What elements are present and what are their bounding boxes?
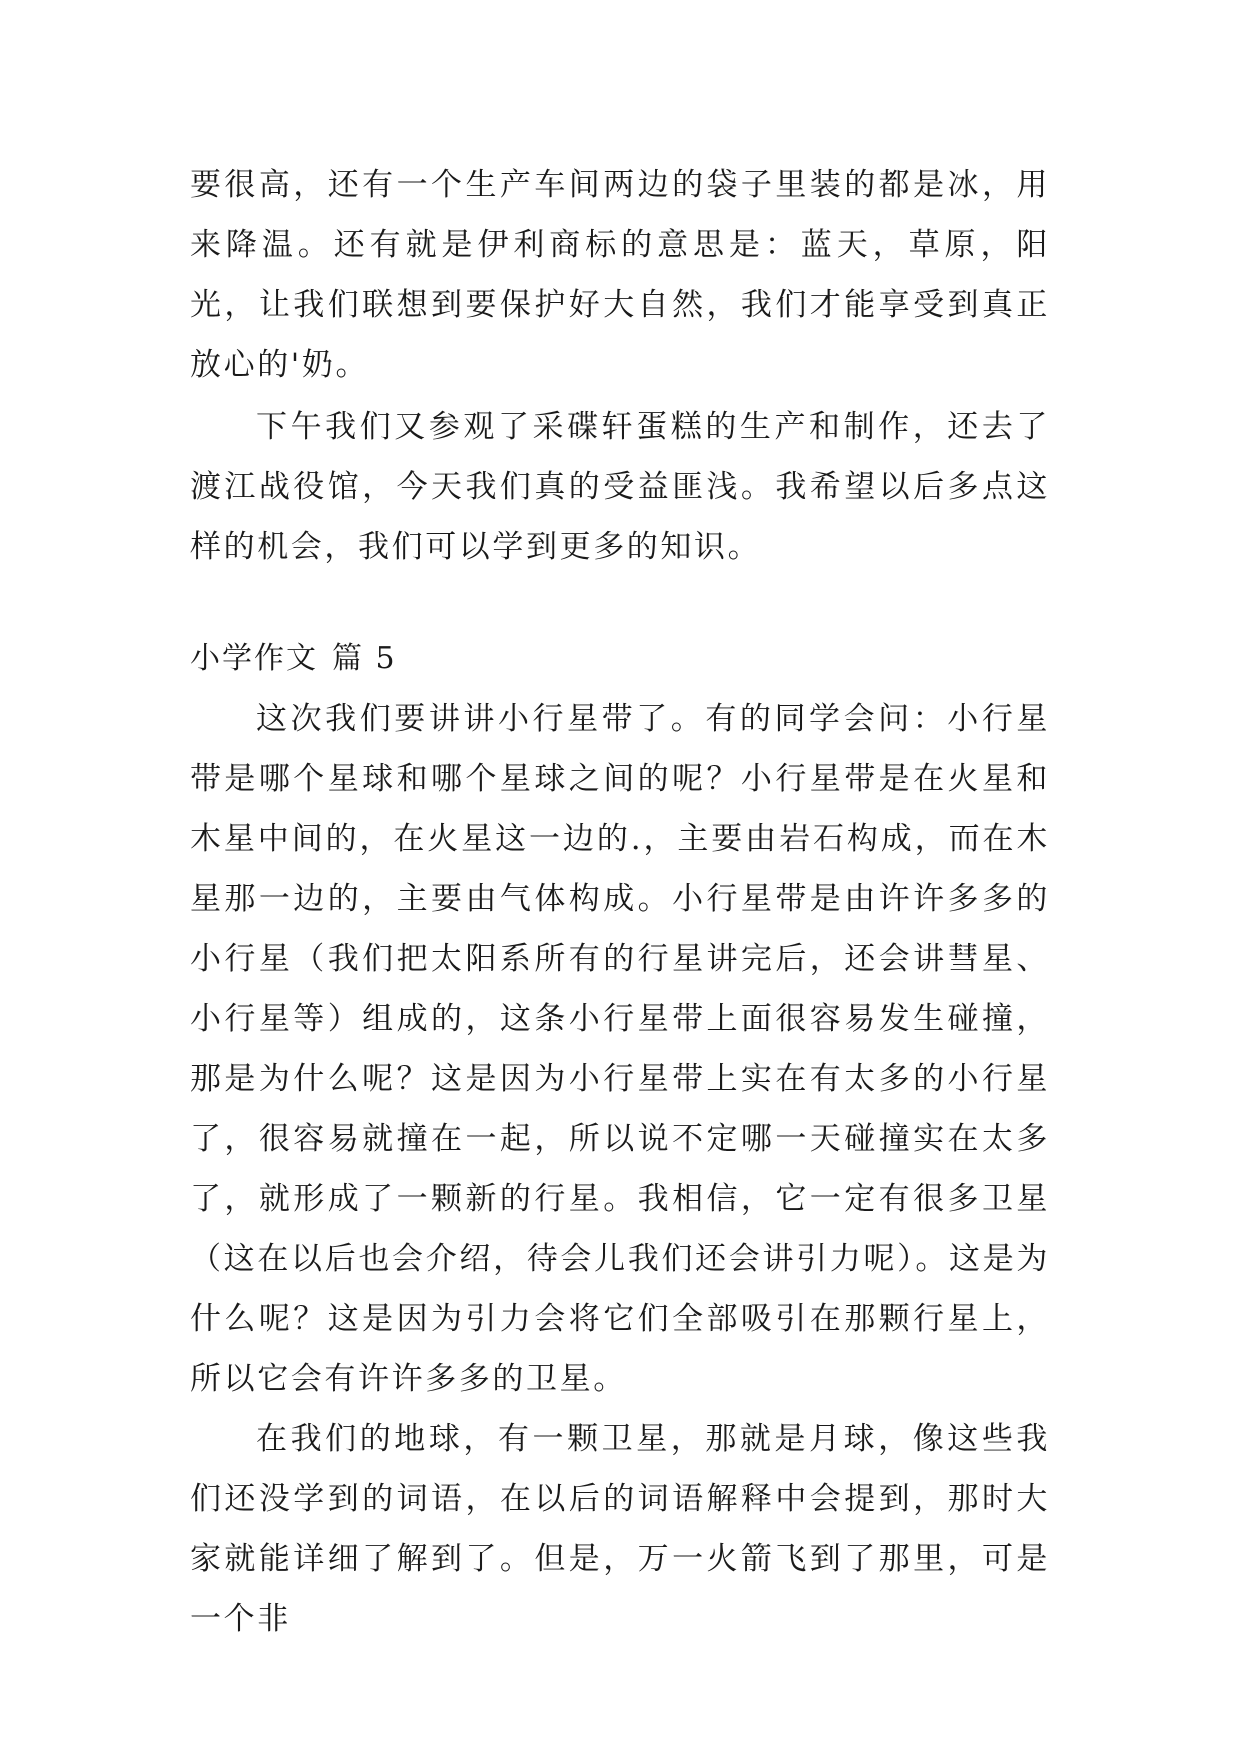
paragraph-continuation: 要很高，还有一个生产车间两边的袋子里装的都是冰，用来降温。还有就是伊利商标的意思是：蓝天，草原，阳光，让我们联想到要保护好大自然，我们才能享受到真正放心的'奶。	[190, 167, 1050, 383]
section-heading	[190, 629, 1050, 689]
document-body	[190, 155, 1050, 1649]
section-heading-number: 篇 5	[332, 641, 397, 676]
paragraph-earth-moon: 在我们的地球，有一颗卫星，那就是月球，像这些我们还没学到的词语，在以后的词语解释中会提到，那时大家就能详细了解到了。但是，万一火箭飞到了那里，可是一个非	[190, 1421, 1050, 1637]
paragraph-afternoon-visit: 下午我们又参观了采碟轩蛋糕的生产和制作，还去了渡江战役馆，今天我们真的受益匪浅。我希望以后多点这样的机会，我们可以学到更多的知识。	[190, 409, 1050, 565]
paragraph-asteroid-belt: 这次我们要讲讲小行星带了。有的同学会问：小行星带是哪个星球和哪个星球之间的呢？小行星带是在火星和木星中间的，在火星这一边的.，主要由岩石构成，而在木星那一边的，主要由气体构成。小行星带是由许许多多的小行星（我们把太阳系所有的行星讲完后，还会讲彗星、小行星等）组成的，这条小行星带上面很容易发生碰撞，那是为什么呢？这是因为小行星带上实在有太多的小行星了，很容易就撞在一起，所以说不定哪一天碰撞实在太多了，就形成了一颗新的行星。我相信，它一定有很多卫星（这在以后也会介绍，待会儿我们还会讲引力呢）。这是为什么呢？这是因为引力会将它们全部吸引在那颗行星上，所以它会有许许多多的卫星。	[190, 701, 1050, 1397]
section-heading-label: 小学作文	[190, 641, 318, 676]
